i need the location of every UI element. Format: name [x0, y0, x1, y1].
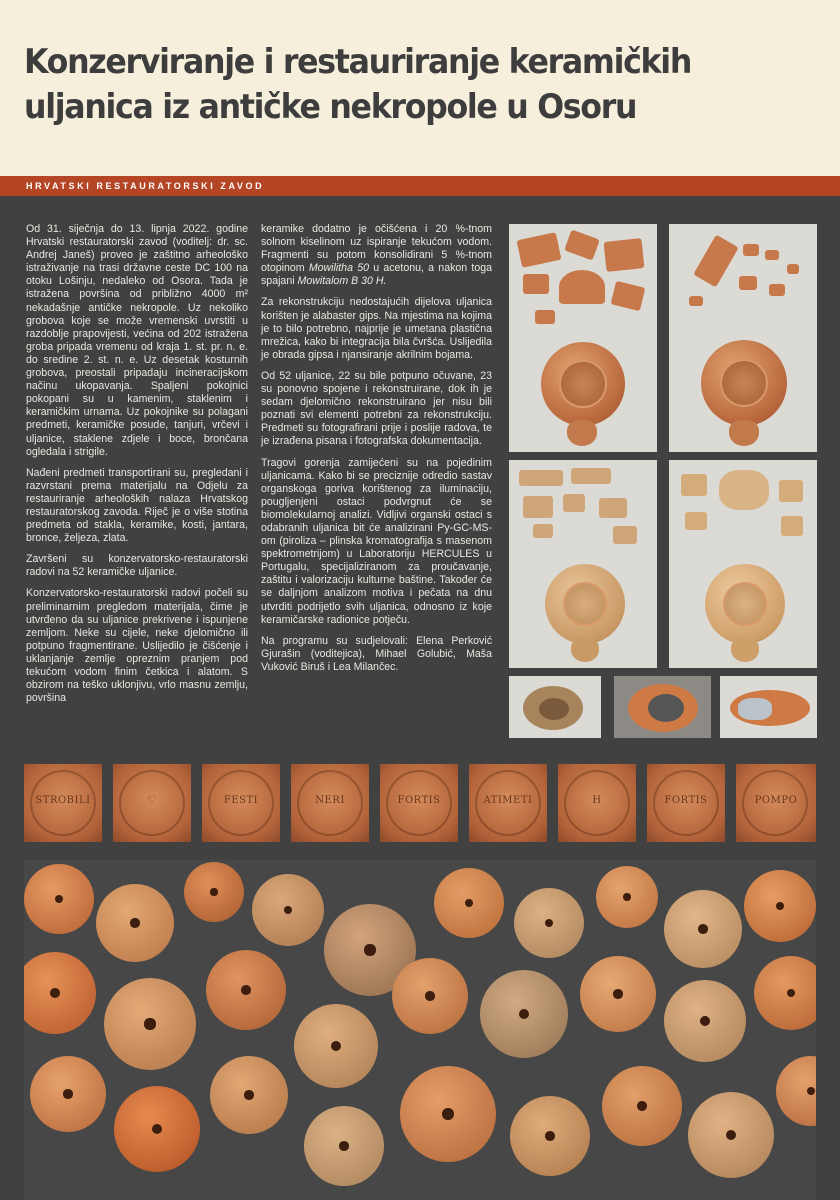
- paragraph: Za rekonstrukciju nedostajućih dijelova uljanica korišten je alabaster gips. Na mjestima na kojima je to bilo potrebno, najprije je umetana plastična mrežica, kako bi integracija bila čvršća. Uslijedila je obrada gipsa i njansiranje akrilnim bojama.: [261, 296, 492, 361]
- paragraph: Završeni su konzervatorsko-restauratorski radovi na 52 keramičke uljanice.: [26, 553, 248, 579]
- stamp-text: FESTI: [223, 795, 259, 806]
- paragraph: Konzervatorsko-restauratorski radovi počeli su preliminarnim pregledom materijala, čime je utvrđeno da su uljanice prekrivene i ispunjene zemljom. Neke su cijele, neke djelomično ili potpuno fragmentirane. Uslijedilo je čišćenje i uklanjanje zemlje opreznim pranjem pod tekućom vodom finim četkica i alatom. S obzirom na teško uklonjivu, vrlo masnu zemlju, površina: [26, 587, 248, 705]
- stamp-text: NERI: [315, 795, 345, 806]
- institution-name: HRVATSKI RESTAURATORSKI ZAVOD: [26, 181, 265, 191]
- stamp-photo-1: [24, 764, 102, 842]
- photo-lamp-before-after-1: [509, 224, 657, 452]
- stamp-text: FORTIS: [664, 795, 708, 806]
- stamp-text: ATIMETI: [483, 795, 533, 806]
- stamp-photo-6: [469, 764, 547, 842]
- stamp-photo-7: [558, 764, 636, 842]
- photo-fragment-detail-1: [509, 676, 601, 738]
- photo-restored-lamps-collection: [24, 860, 816, 1200]
- stamp-text: ♡: [147, 795, 157, 806]
- paragraph: Od 52 uljanice, 22 su bile potpuno očuvane, 23 su ponovno spojene i rekonstruirane, dok ih je sedam djelomično rekonstruirano jer nisu bili poznati svi elementi potrebni za rekonstrukciju. Predmeti su fotografirani prije i poslije radova, te je izrađena pisana i fotografska dokumentacija.: [261, 369, 492, 448]
- stamp-text: H: [592, 795, 602, 806]
- paragraph: Tragovi gorenja zamijećeni su na pojedinim uljanicama. Kako bi se preciznije odredio sastav organskoga goriva korištenog za iluminaciju, pougljenjeni ostaci podvrgnut će se biomolekularnoj analizi. Vidljivi organski ostaci s odabranih uljanica bit će analizirani Py-GC-MS-om (piroliza – plinska kromatografija s masenom spektrometrijom) u Laboratoriju HERCULES u Portugalu, specijaliziranom za proučavanje, zaštitu i valorizaciju kulturne baštine. Također će se daljnjom analizom motiva i pečata na dnu utvrditi podrijetlo svih uljanica, odnosno iz koje keramičarske radionice potječu.: [261, 456, 492, 626]
- paragraph: Na programu su sudjelovali: Elena Perković Gjurašin (voditejica), Mihael Golubić, Maša Vuković Biruš i Lea Milančec.: [261, 634, 492, 673]
- paragraph: Nađeni predmeti transportirani su, pregledani i razvrstani prema materijalu na Odjelu za restauriranje arheoloških nalaza Hrvatskog restauratorskog zavoda. Riječ je o više stotina predmeta od stakla, keramike, kosti, jantara, bronce, željeza, zlata.: [26, 466, 248, 545]
- text-run: keramike dodatno je očišćena i 20 %-tnom solnom kiselinom uz ispiranje tekućom vodom. Fragmenti su potom konsolidirani 5 %-tnom otopinom: [261, 223, 492, 275]
- page-title: Konzerviranje i restauriranje keramičkih uljanica iz antičke nekropole u Osoru: [24, 42, 692, 127]
- text-run-italic: Mowilitha 50: [308, 262, 369, 275]
- stamp-photo-2: [113, 764, 191, 842]
- stamp-photo-4: [291, 764, 369, 842]
- stamp-photo-5: [380, 764, 458, 842]
- photo-lamp-before-after-2: [669, 224, 817, 452]
- stamp-photo-9: [736, 764, 816, 842]
- photo-lamp-before-after-3: [509, 460, 657, 668]
- photo-lamp-before-after-4: [669, 460, 817, 668]
- stamp-text: POMPO: [754, 795, 798, 806]
- stamp-text: STROBILI: [35, 795, 91, 806]
- stamp-text: FORTIS: [397, 795, 441, 806]
- text-run-italic: Mowitalom B 30 H.: [297, 275, 387, 288]
- photo-fragment-detail-3: [720, 676, 817, 738]
- institution-band: [0, 176, 840, 196]
- stamp-photo-8: [647, 764, 725, 842]
- header: [0, 0, 840, 176]
- paragraph: Od 31. siječnja do 13. lipnja 2022. godine Hrvatski restauratorski zavod (voditelj: dr. sc. Andrej Janeš) proveo je zaštitno arheološko istraživanje na trasi državne ceste DC 100 na otoku Lošinju, nedaleko od Osora. Tada je istražena površina od približno 4000 m² nekadašnje antičke nekropole. Uz nekoliko grobova koje se može vremenski uvrstiti u razdoblje prapovijesti, većina od 202 istražena groba pripada vremenu od kraja 1. st. pr. n. e. do sredine 2. st. n. e. Uz desetak kosturnih grobova, preostali pripadaju incineracijskom načinu ukopavanja. Spaljeni pokojnici pokopani su u kamenim, staklenim i keramičkim urnama. Uz pokojnike su polagani predmeti, keramičke posude, tanjuri, vrčevi i uljanice, staklene zdjele i boce, brončana ogledala i strigile.: [26, 223, 248, 458]
- photo-fragment-detail-2: [614, 676, 711, 738]
- article-column-2: [261, 223, 492, 682]
- article-column-1: [26, 223, 248, 713]
- text-run: u acetonu, a nakon toga spajani: [261, 262, 493, 288]
- stamp-photo-3: [202, 764, 280, 842]
- paragraph: [261, 223, 492, 288]
